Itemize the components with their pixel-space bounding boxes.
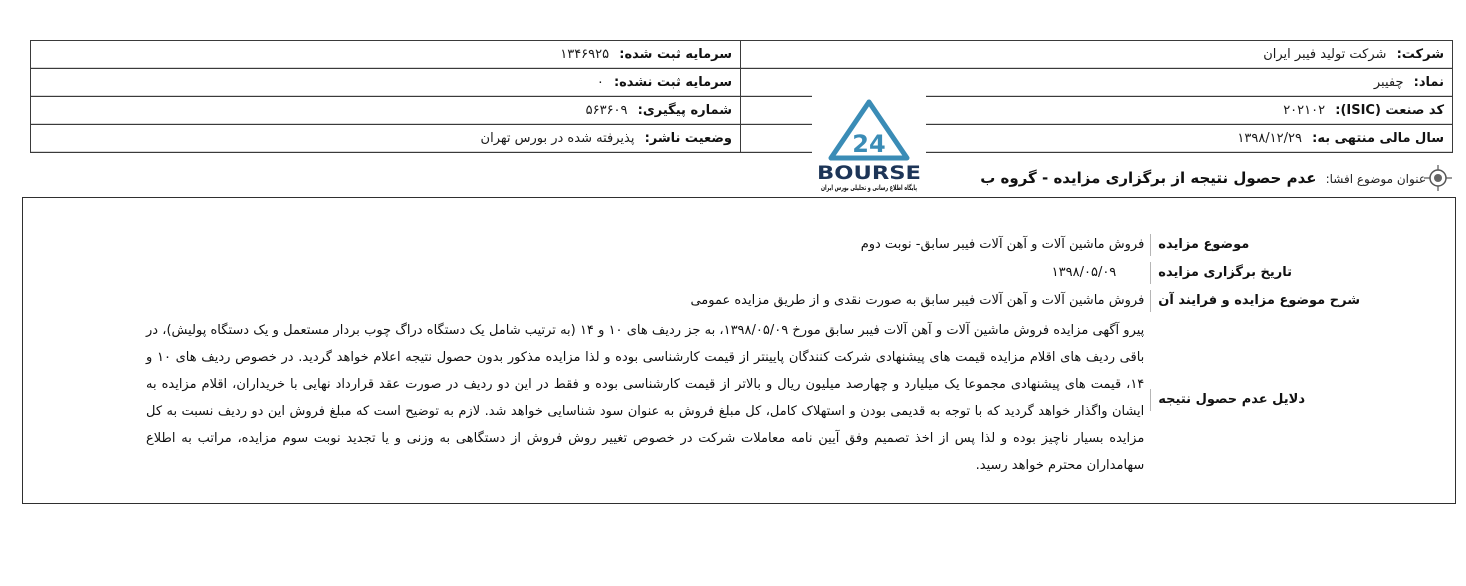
logo-mark-text: 24 xyxy=(852,130,886,158)
tracking-number-value: ۵۶۳۶۰۹ xyxy=(585,103,628,118)
unregistered-capital-value: ۰ xyxy=(596,75,604,90)
company-cell xyxy=(741,41,1453,69)
industry-code-value: ۲۰۲۱۰۲ xyxy=(1283,103,1326,118)
registered-capital-label: سرمایه ثبت شده: xyxy=(619,47,732,62)
registered-capital-value: ۱۳۴۶۹۲۵ xyxy=(560,47,610,62)
auction-description-value: فروش ماشین آلات و آهن آلات فیبر سابق به صورت نقدی و از طریق مزایده عمومی xyxy=(690,293,1145,308)
auction-date-value: ۱۳۹۸/۰۵/۰۹ xyxy=(1051,265,1117,280)
fiscal-year-value: ۱۳۹۸/۱۲/۲۹ xyxy=(1237,131,1302,146)
industry-code-label: کد صنعت (ISIC): xyxy=(1335,103,1444,118)
target-icon xyxy=(1424,164,1452,192)
bourse-logo-graphic xyxy=(812,88,963,196)
auction-subject-label-cell xyxy=(1150,231,1360,259)
failure-reasons-text: پیرو آگهی مزایده فروش ماشین آلات و آهن آلات فیبر سابق مورخ ۱۳۹۸/۰۵/۰۹، به جز ردیف های ۱۰ و ۱۴ (به ترتیب شامل یک دستگاه دراگ چوب بردار مستعمل و یک دستگاه پولیش)، در باقی ردیف های اقلام مزایده قیمت های پیشنهادی شرکت کنندگان پایینتر از قیمت کارشناسی بوده و لذا مزایده مذکور بدون حصول نتیجه اعلام خواهد گردید. در خصوص ردیف های ۱۰ و ۱۴، قیمت های پیشنهادی مجموعا یک میلیارد و چهارصد میلیون ریال و بالاتر از قیمت کارشناسی بوده و فقط در این دو ردیف در صورت عقد قرارداد نهایی با خریداران، اقلام مزایده به ایشان واگذار خواهد گردید که با توجه به قدیمی بودن و استهلاک کامل، کل مبلغ فروش به عنوان سود شناسایی خواهد شد. لازم به توضیح است که مبلغ فروش این دو ردیف نسبت به کل مزایده بسیار ناچیز بوده و لذا پس از اخذ تصمیم وفق آیین نامه معاملات شرکت در خصوص تغییر روش فروش از دستگاهی به وزنی و یا تجدید نوبت سوم مزایده، مراتب به اطلاع سهامداران محترم خواهد رسید. xyxy=(146,323,1145,473)
detail-row-description xyxy=(146,287,1360,315)
auction-details-table xyxy=(146,231,1360,485)
disclosure-details-box xyxy=(22,197,1456,504)
publisher-status-label: وضعیت ناشر: xyxy=(644,131,732,146)
info-row-industry xyxy=(31,97,1453,125)
auction-description-label: شرح موضوع مزایده و فرایند آن xyxy=(1150,290,1360,312)
company-label: شرکت: xyxy=(1396,47,1444,62)
info-row-company xyxy=(31,41,1453,69)
company-info-table xyxy=(30,40,1453,153)
failure-reasons-label-cell xyxy=(1150,315,1360,485)
info-row-symbol xyxy=(31,69,1453,97)
detail-row-date xyxy=(146,259,1360,287)
bourse-logo xyxy=(812,88,963,196)
auction-date-label: تاریخ برگزاری مزایده xyxy=(1150,262,1292,284)
detail-row-failure-reasons xyxy=(146,315,1360,485)
disclosure-title-value: عدم حصول نتیجه از برگزاری مزایده - گروه ب xyxy=(980,169,1317,187)
tracking-number-cell xyxy=(31,97,741,125)
detail-row-subject xyxy=(146,231,1360,259)
auction-subject-value: فروش ماشین آلات و آهن آلات فیبر سابق- نوبت دوم xyxy=(860,237,1145,252)
tracking-number-label: شماره پیگیری: xyxy=(637,103,732,118)
info-row-fiscal-year xyxy=(31,125,1453,153)
disclosure-title xyxy=(980,167,1426,189)
company-name: شرکت تولید فیبر ایران xyxy=(1263,47,1387,62)
symbol-value: چفیبر xyxy=(1373,75,1404,90)
unregistered-capital-label: سرمایه ثبت نشده: xyxy=(613,75,732,90)
auction-date-label-cell xyxy=(1150,259,1360,287)
fiscal-year-label: سال مالی منتهی به: xyxy=(1312,131,1444,146)
auction-subject-label: موضوع مزایده xyxy=(1150,234,1249,256)
registered-capital-cell xyxy=(31,41,741,69)
unregistered-capital-cell xyxy=(31,69,741,97)
auction-description-label-cell xyxy=(1150,287,1360,315)
publisher-status-cell xyxy=(31,125,741,153)
disclosure-title-label: عنوان موضوع افشا: xyxy=(1325,172,1426,186)
symbol-label: نماد: xyxy=(1413,75,1444,90)
publisher-status-value: پذیرفته شده در بورس تهران xyxy=(480,131,635,146)
failure-reasons-label: دلایل عدم حصول نتیجه xyxy=(1150,389,1305,411)
logo-wordmark: BOURSE xyxy=(817,162,921,184)
logo-tagline: پایگاه اطلاع رسانی و تحلیلی بورس ایران xyxy=(821,184,963,192)
